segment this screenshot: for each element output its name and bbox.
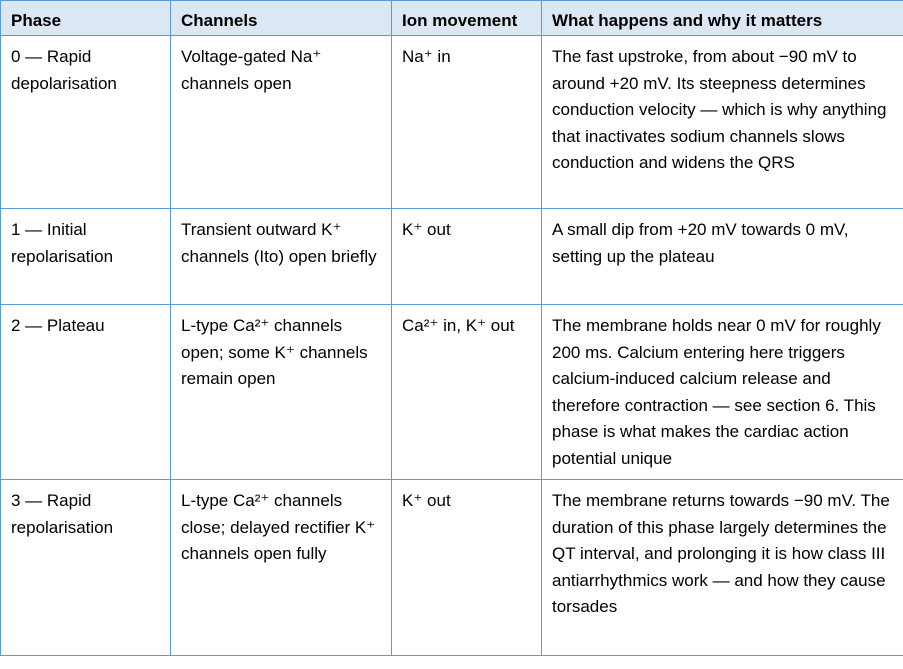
table-row — [1, 36, 903, 209]
cell-phase: 1 — Initial repolarisation — [1, 209, 171, 305]
cell-ion-movement: Ca²⁺ in, K⁺ out — [392, 305, 542, 480]
cell-significance: A small dip from +20 mV towards 0 mV, setting up the plateau — [542, 209, 903, 305]
table-row — [1, 305, 903, 480]
cell-channels: Voltage-gated Na⁺ channels open — [171, 36, 392, 209]
header-ion-movement: Ion movement — [392, 1, 542, 36]
table-row — [1, 209, 903, 305]
header-phase: Phase — [1, 1, 171, 36]
cell-channels: L-type Ca²⁺ channels open; some K⁺ channels remain open — [171, 305, 392, 480]
cell-ion-movement: Na⁺ in — [392, 36, 542, 209]
cell-phase: 0 — Rapid depolarisation — [1, 36, 171, 209]
cell-phase: 2 — Plateau — [1, 305, 171, 480]
header-row — [1, 1, 903, 36]
cell-significance: The fast upstroke, from about −90 mV to around +20 mV. Its steepness determines conduction velocity — which is why anything that inactivates sodium channels slows conduction and widens the QRS — [542, 36, 903, 209]
cell-channels: Transient outward K⁺ channels (Ito) open briefly — [171, 209, 392, 305]
cell-significance: The membrane holds near 0 mV for roughly 200 ms. Calcium entering here triggers calcium-induced calcium release and therefore contraction — see section 6. This phase is what makes the cardiac action potential unique — [542, 305, 903, 480]
cell-ion-movement: K⁺ out — [392, 209, 542, 305]
cell-phase: 3 — Rapid repolarisation — [1, 480, 171, 656]
table-row — [1, 480, 903, 656]
cell-channels: L-type Ca²⁺ channels close; delayed rectifier K⁺ channels open fully — [171, 480, 392, 656]
header-channels: Channels — [171, 1, 392, 36]
table-header — [1, 1, 903, 36]
table-body — [1, 36, 903, 656]
cell-significance: The membrane returns towards −90 mV. The duration of this phase largely determines the QT interval, and prolonging it is how class III antiarrhythmics work — and how they cause torsades — [542, 480, 903, 656]
header-significance: What happens and why it matters — [542, 1, 903, 36]
cell-ion-movement: K⁺ out — [392, 480, 542, 656]
